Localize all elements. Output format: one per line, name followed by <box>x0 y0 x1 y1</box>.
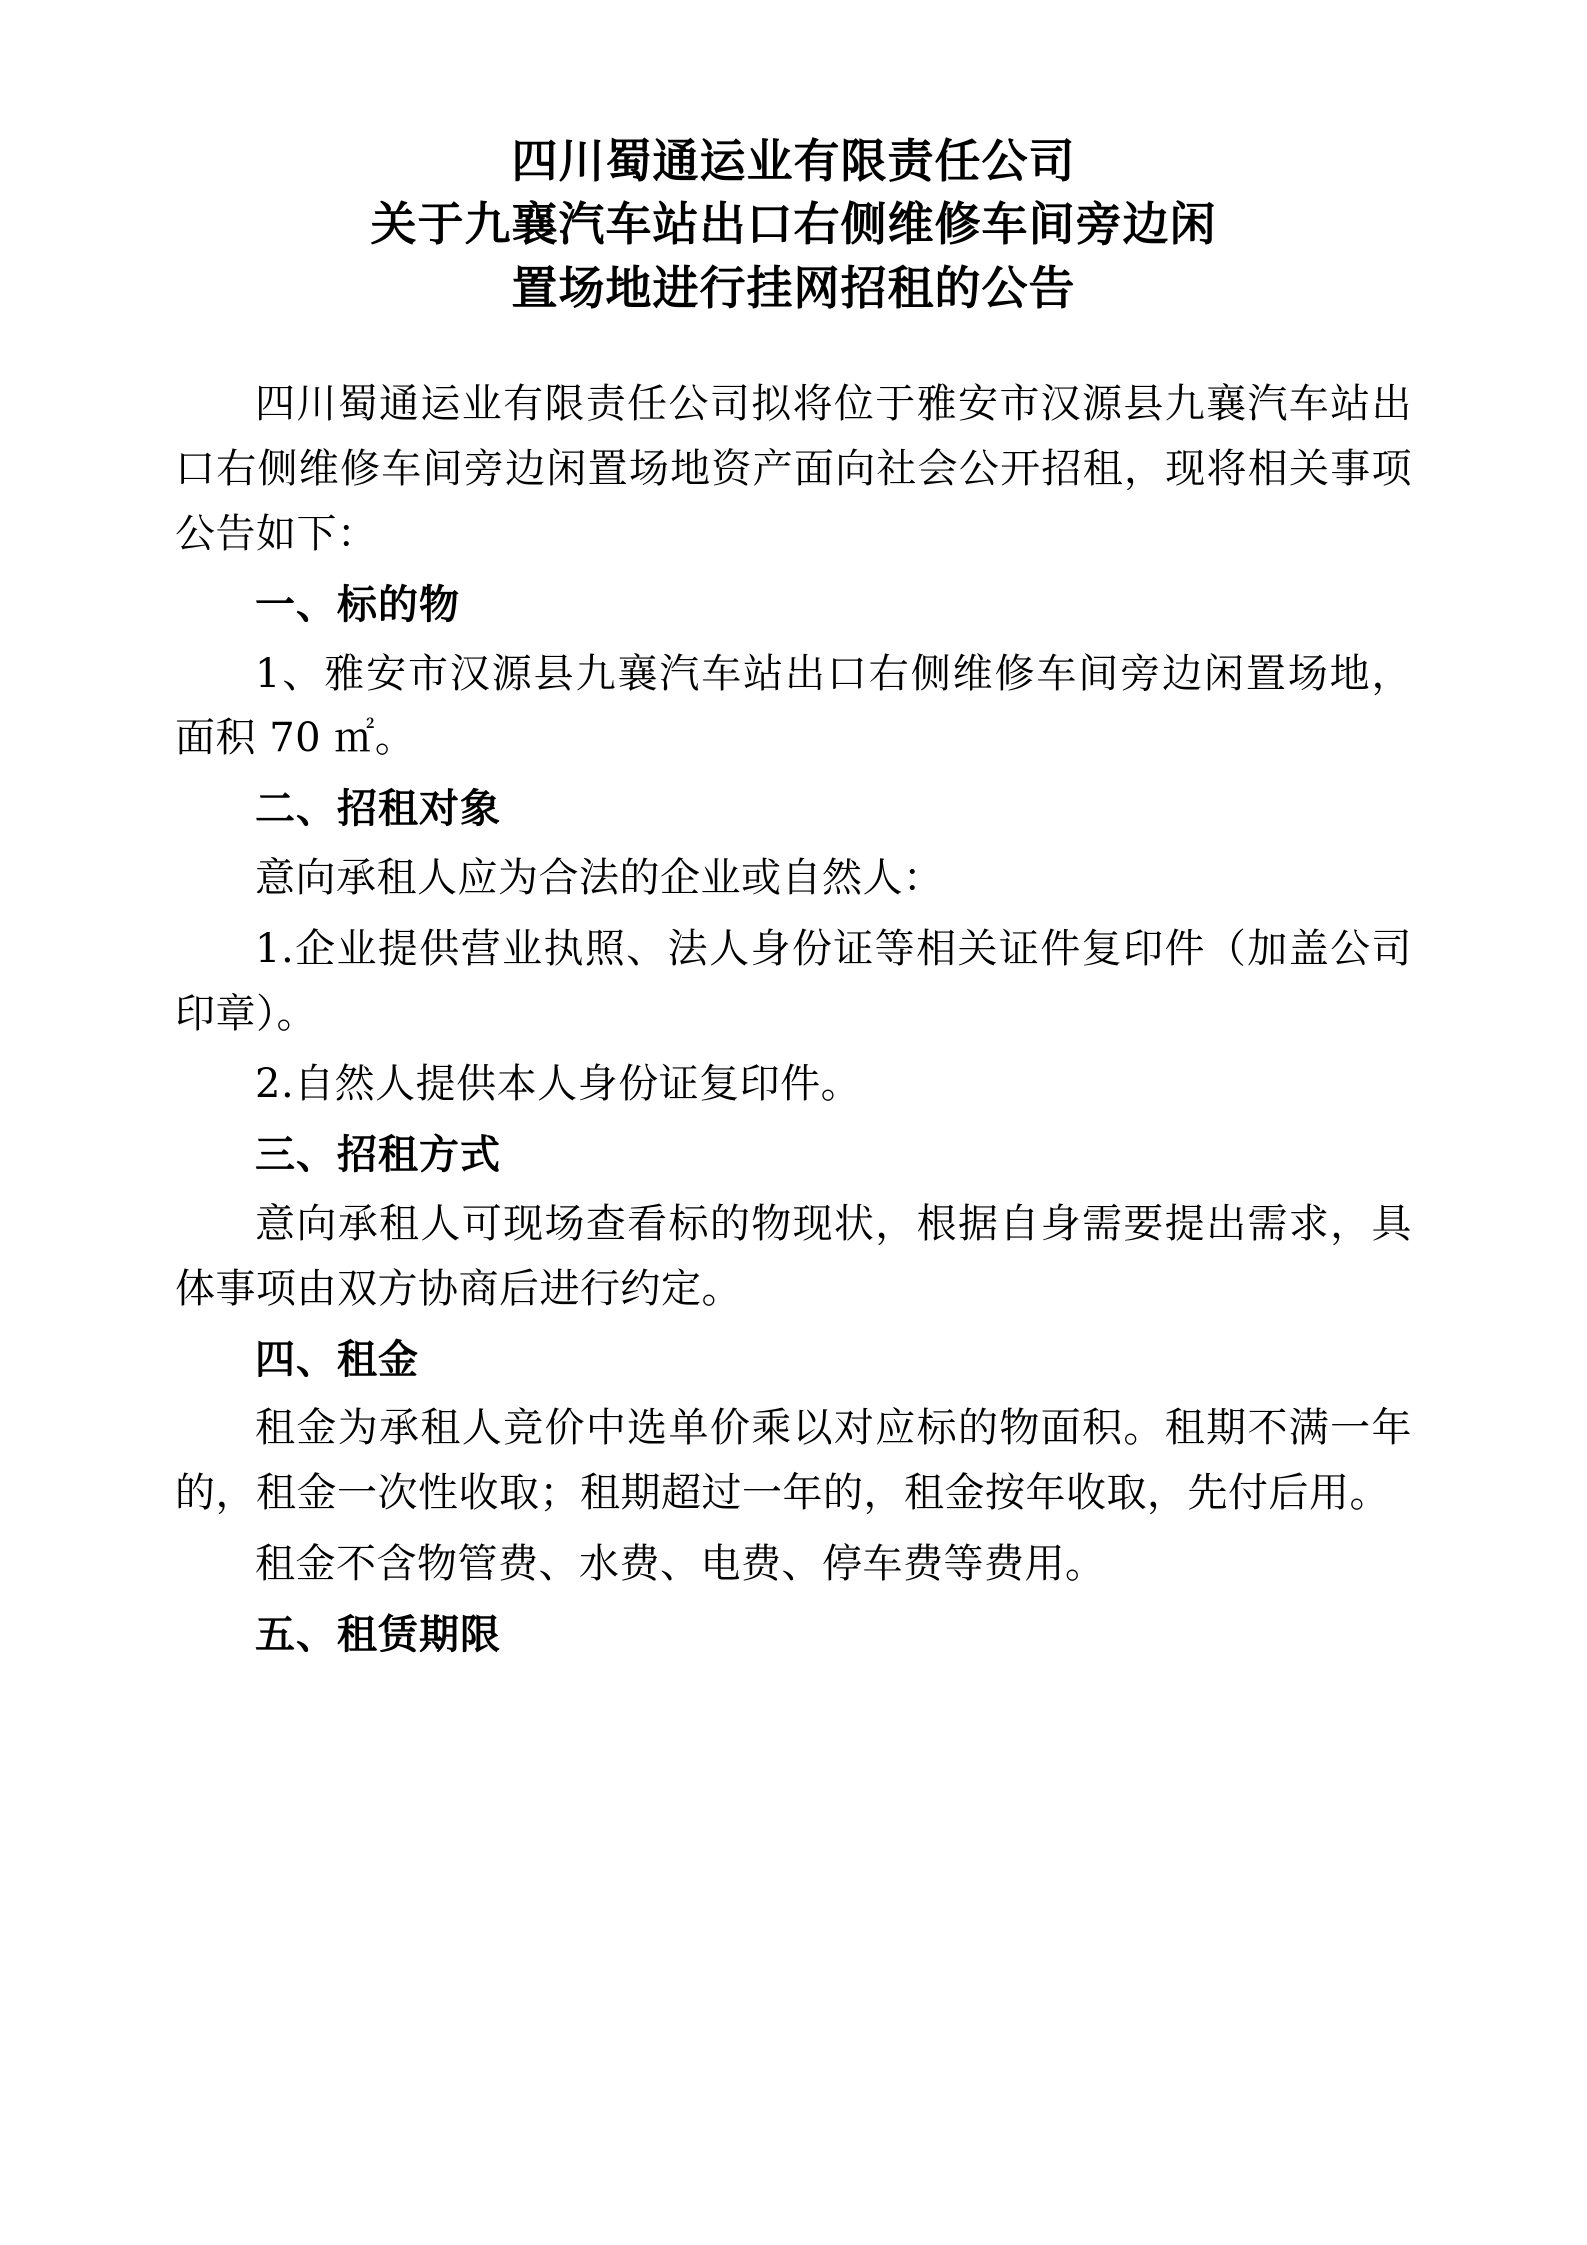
section-4-paragraph-1: 租金为承租人竞价中选单价乘以对应标的物面积。租期不满一年的，租金一次性收取；租期超过一年的，租金按年收取，先付后用。 <box>175 1405 1412 1517</box>
section-3-paragraph-1: 意向承租人可现场查看标的物现状，根据自身需要提出需求，具体事项由双方协商后进行约定。 <box>175 1200 1412 1312</box>
section-1-paragraph-1: 1、雅安市汉源县九襄汽车站出口右侧维修车间旁边闲置场地，面积 70 ㎡。 <box>175 650 1412 762</box>
section-heading-2: 二、招租对象 <box>255 786 501 833</box>
title-line-1: 四川蜀通运业有限责任公司 <box>511 134 1076 188</box>
section-2-paragraph-3: 2.自然人提供本人身份证复印件。 <box>255 1061 862 1108</box>
section-2-paragraph-1: 意向承租人应为合法的企业或自然人： <box>255 854 944 901</box>
title-line-3: 置场地进行挂网招租的公告 <box>511 260 1076 315</box>
section-heading-5: 五、租赁期限 <box>255 1611 501 1658</box>
page-title <box>175 130 1412 320</box>
section-heading-3: 三、招租方式 <box>255 1132 501 1179</box>
section-heading-4: 四、租金 <box>255 1336 419 1383</box>
section-heading-1: 一、标的物 <box>255 581 460 628</box>
section-4-paragraph-2: 租金不含物管费、水费、电费、停车费等费用。 <box>255 1540 1106 1587</box>
section-2-paragraph-2: 1.企业提供营业执照、法人身份证等相关证件复印件（加盖公司印章）。 <box>175 925 1412 1037</box>
title-line-2: 关于九襄汽车站出口右侧维修车间旁边闲 <box>370 197 1217 252</box>
intro-paragraph: 四川蜀通运业有限责任公司拟将位于雅安市汉源县九襄汽车站出口右侧维修车间旁边闲置场地资产面向社会公开招租，现将相关事项公告如下： <box>175 381 1412 557</box>
